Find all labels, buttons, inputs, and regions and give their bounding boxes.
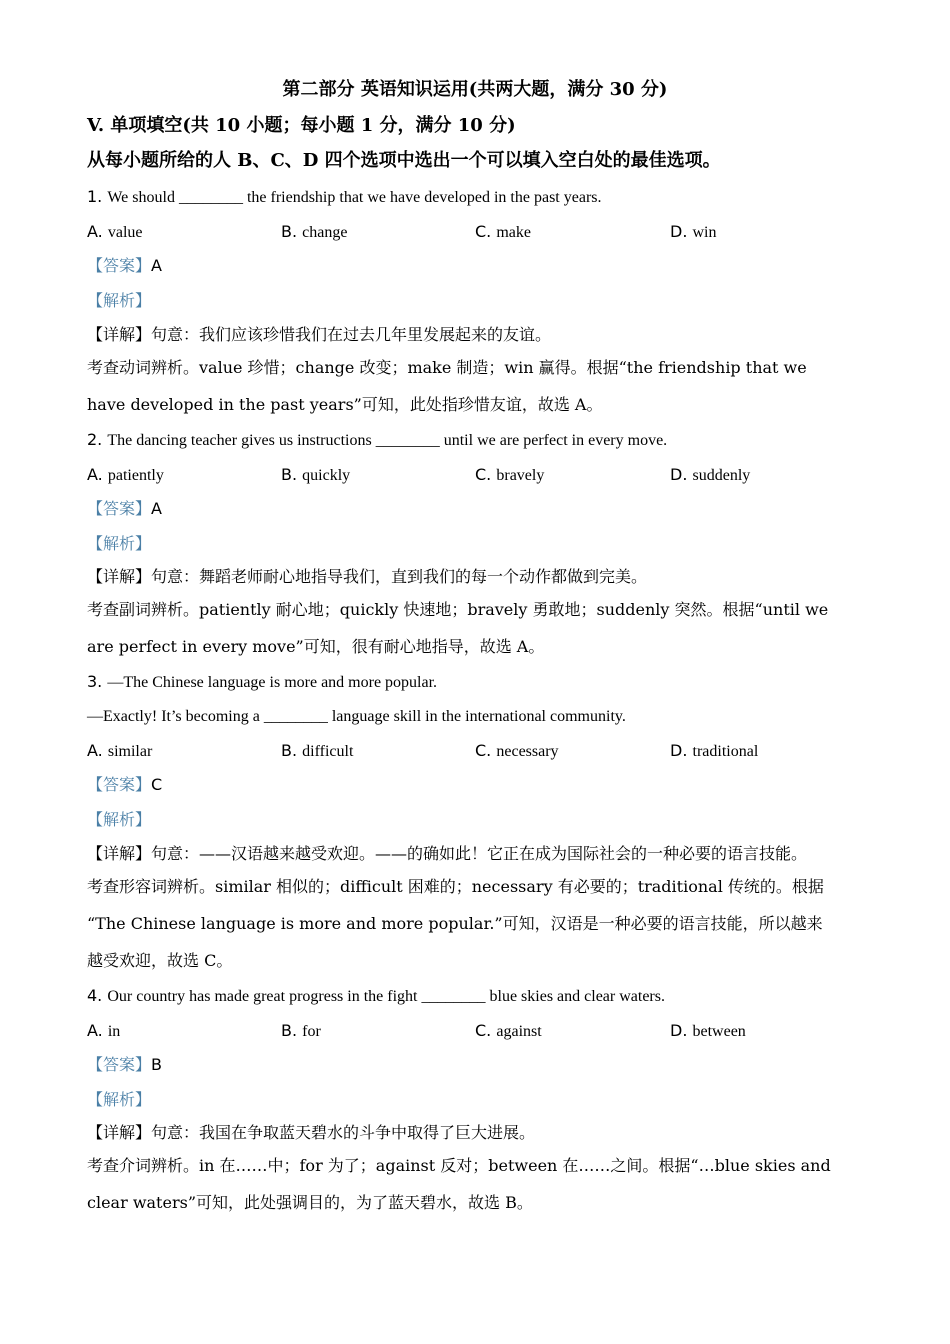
option-d: D. between (670, 1021, 746, 1040)
answer-tag: 【答案】 (87, 775, 152, 794)
question-number: 1. (87, 187, 103, 206)
question-1-stem (87, 187, 602, 208)
answer-value: C (151, 775, 163, 794)
section-title: V. 单项填空(共 10 小题；每小题 1 分，满分 10 分) (87, 115, 516, 136)
question-text: The dancing teacher gives us instructions ________ until we are perfect in every move. (107, 432, 668, 449)
analysis-text: 考查副词辨析。patiently 耐心地；quickly 快速地；bravely 勇敢地；suddenly 突然。根据“until we (87, 600, 829, 619)
answer-value: A (151, 256, 162, 275)
option-a: A. similar (87, 741, 153, 760)
question-3-stem (87, 672, 437, 693)
analysis-text: 考查介词辨析。in 在……中；for 为了；against 反对；between 在……之间。根据“…blue skies and (87, 1156, 831, 1175)
option-a: A. value (87, 222, 143, 241)
detail-tag: 【详解】 (87, 325, 152, 344)
detail-line (87, 1123, 535, 1143)
option-a: A. in (87, 1021, 121, 1040)
detail-text: 句意：舞蹈老师耐心地指导我们，直到我们的每一个动作都做到完美。 (151, 567, 648, 586)
answer-line (87, 1055, 162, 1075)
analysis-text: 考查动词辨析。value 珍惜；change 改变；make 制造；win 赢得。根据“the friendship that we (87, 358, 807, 377)
answer-tag: 【答案】 (87, 256, 152, 275)
analysis-text: clear waters”可知，此处强调目的，为了蓝天碧水，故选 B。 (87, 1193, 533, 1212)
analysis-tag: 【解析】 (87, 534, 152, 553)
part-title: 第二部分 英语知识运用(共两大题，满分 30 分) (282, 79, 668, 100)
answer-tag: 【答案】 (87, 499, 152, 518)
option-d: D. win (670, 222, 717, 241)
answer-line (87, 775, 162, 795)
answer-line (87, 256, 162, 276)
detail-tag: 【详解】 (87, 844, 152, 863)
analysis-text: “The Chinese language is more and more popular.”可知，汉语是一种必要的语言技能，所以越来 (87, 914, 823, 933)
detail-tag: 【详解】 (87, 567, 152, 586)
detail-tag: 【详解】 (87, 1123, 152, 1142)
analysis-text: are perfect in every move”可知，很有耐心地指导，故选 A。 (87, 637, 545, 656)
instruction: 从每小题所给的人 B、C、D 四个选项中选出一个可以填入空白处的最佳选项。 (87, 150, 721, 171)
analysis-tag: 【解析】 (87, 810, 152, 829)
answer-tag: 【答案】 (87, 1055, 152, 1074)
option-c: C. necessary (475, 741, 559, 760)
option-a: A. patiently (87, 465, 164, 484)
question-text: —The Chinese language is more and more popular. (107, 674, 438, 691)
question-number: 2. (87, 430, 103, 449)
question-number: 3. (87, 672, 103, 691)
answer-value: A (151, 499, 162, 518)
analysis-tag: 【解析】 (87, 291, 152, 310)
answer-line (87, 499, 162, 519)
detail-line (87, 844, 807, 864)
analysis-tag: 【解析】 (87, 1090, 152, 1109)
question-2-stem (87, 430, 667, 451)
detail-text: 句意：——汉语越来越受欢迎。——的确如此！它正在成为国际社会的一种必要的语言技能。 (151, 844, 808, 863)
question-3-stem-2: —Exactly! It’s becoming a ________ language skill in the international community. (87, 708, 626, 725)
option-c: C. against (475, 1021, 542, 1040)
question-number: 4. (87, 986, 103, 1005)
detail-text: 句意：我们应该珍惜我们在过去几年里发展起来的友谊。 (151, 325, 552, 344)
detail-line (87, 567, 647, 587)
analysis-text: 越受欢迎，故选 C。 (87, 951, 233, 970)
option-c: C. bravely (475, 465, 545, 484)
question-4-stem (87, 986, 665, 1007)
option-c: C. make (475, 222, 532, 241)
detail-text: 句意：我国在争取蓝天碧水的斗争中取得了巨大进展。 (151, 1123, 536, 1142)
option-d: D. traditional (670, 741, 759, 760)
option-b: B. for (281, 1021, 321, 1040)
option-b: B. difficult (281, 741, 354, 760)
option-b: B. quickly (281, 465, 351, 484)
option-b: B. change (281, 222, 348, 241)
question-text: We should ________ the friendship that we have developed in the past years. (107, 189, 602, 206)
question-text: Our country has made great progress in the fight ________ blue skies and clear waters. (107, 988, 665, 1005)
analysis-text: have developed in the past years”可知，此处指珍惜友谊，故选 A。 (87, 395, 603, 414)
answer-value: B (151, 1055, 162, 1074)
analysis-text: 考查形容词辨析。similar 相似的；difficult 困难的；necessary 有必要的；traditional 传统的。根据 (87, 877, 824, 896)
detail-line (87, 325, 551, 345)
option-d: D. suddenly (670, 465, 751, 484)
